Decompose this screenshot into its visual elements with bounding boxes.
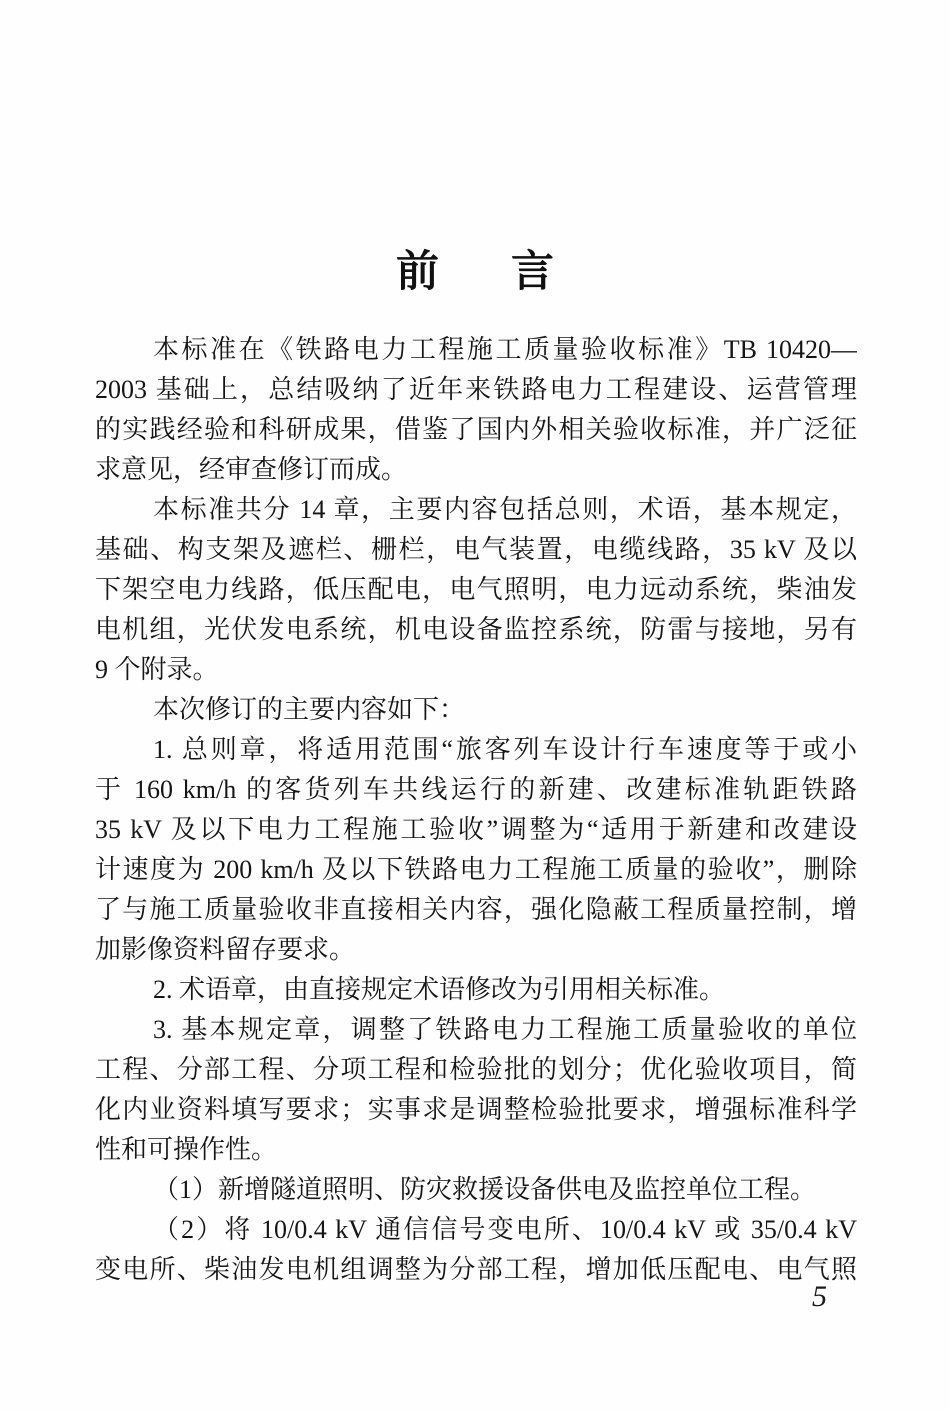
title-char-2: 言 (511, 249, 554, 296)
text-line: 变电所、柴油发电机组调整为分部工程，增加低压配电、电气照 (95, 1255, 857, 1284)
text-line: 9 个附录。 (95, 655, 219, 684)
text-line: 35 kV 及以下电力工程施工验收”调整为“适用于新建和改建设 (95, 815, 857, 844)
text-line: （2）将 10/0.4 kV 通信信号变电所、10/0.4 kV 或 35/0.4 kV (153, 1215, 857, 1244)
text-line: （1）新增隧道照明、防灾救援设备供电及监控单位工程。 (153, 1175, 817, 1204)
text-line: 工程、分部工程、分项工程和检验批的划分；优化验收项目，简 (95, 1055, 857, 1084)
text-line: 计速度为 200 km/h 及以下铁路电力工程施工质量的验收”，删除 (95, 855, 857, 884)
title-char-1: 前 (396, 249, 439, 296)
text-line: 本次修订的主要内容如下： (153, 695, 466, 724)
text-line: 了与施工质量验收非直接相关内容，强化隐蔽工程质量控制，增 (95, 895, 857, 924)
page-title (0, 238, 950, 299)
text-line: 2. 术语章，由直接规定术语修改为引用相关标准。 (153, 975, 726, 1004)
text-line: 的实践经验和科研成果，借鉴了国内外相关验收标准，并广泛征 (95, 415, 857, 444)
text-line: 电机组，光伏发电系统，机电设备监控系统，防雷与接地，另有 (95, 615, 857, 644)
text-line: 化内业资料填写要求；实事求是调整检验批要求，增强标准科学 (95, 1095, 857, 1124)
text-line: 下架空电力线路，低压配电，电气照明，电力远动系统，柴油发 (95, 575, 857, 604)
text-line: 3. 基本规定章，调整了铁路电力工程施工质量验收的单位 (153, 1015, 857, 1044)
text-line: 加影像资料留存要求。 (95, 935, 356, 964)
page-number: 5 (812, 1280, 827, 1313)
text-line: 基础、构支架及遮栏、栅栏，电气装置，电缆线路，35 kV 及以 (95, 535, 857, 564)
text-line: 2003 基础上，总结吸纳了近年来铁路电力工程建设、运营管理 (95, 375, 857, 404)
text-line: 本标准共分 14 章，主要内容包括总则，术语，基本规定， (153, 495, 857, 524)
text-line: 本标准在《铁路电力工程施工质量验收标准》TB 10420— (153, 335, 857, 364)
text-line: 1. 总则章，将适用范围“旅客列车设计行车速度等于或小 (153, 735, 857, 764)
text-line: 于 160 km/h 的客货列车共线运行的新建、改建标准轨距铁路 (95, 775, 857, 804)
text-line: 求意见，经审查修订而成。 (95, 455, 408, 484)
text-line: 性和可操作性。 (95, 1135, 278, 1164)
body-text (95, 330, 857, 1290)
